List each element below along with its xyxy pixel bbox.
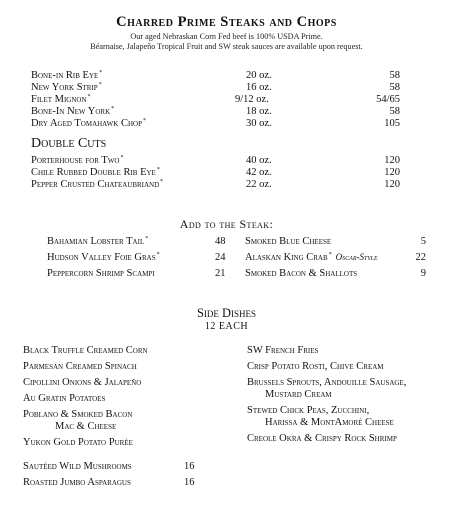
- menu-item-name: [31, 118, 146, 129]
- footnote-mark: *: [111, 106, 115, 112]
- side-dish: Brussels Sprouts, Andouille Sausage,: [247, 377, 407, 388]
- item-label: Hudson Valley Foie Gras: [47, 252, 156, 263]
- addon-price: 5: [420, 236, 426, 247]
- item-label: Smoked Blue Cheese: [245, 236, 332, 247]
- menu-item-name: [31, 70, 102, 81]
- item-label: Smoked Bacon & Shallots: [245, 268, 358, 279]
- steaks-note-1: Our aged Nebraskan Corn Fed beef is 100% USDA Prime.: [130, 32, 323, 41]
- sides-price-note: 12 EACH: [204, 321, 249, 332]
- item-label: Filet Mignon: [31, 94, 87, 105]
- addon-price: 22: [415, 252, 426, 263]
- addon-name: [47, 236, 148, 247]
- side-dish: Poblano & Smoked Bacon: [23, 409, 133, 420]
- side-dish-price: 16: [184, 461, 195, 472]
- side-dish: Stewed Chick Peas, Zucchini,: [247, 405, 370, 416]
- footnote-mark: *: [98, 82, 102, 88]
- item-label: New York Strip: [31, 82, 98, 93]
- menu-item-price: 120: [384, 155, 400, 166]
- addon-name: [245, 252, 378, 263]
- sides-title: Side Dishes: [196, 306, 257, 320]
- item-label: Bahamian Lobster Tail: [47, 236, 145, 247]
- side-dish: Sautéed Wild Mushrooms: [23, 461, 132, 472]
- addon-name: [245, 268, 357, 279]
- menu-item-price: 58: [389, 82, 400, 93]
- menu-item-price: 58: [389, 106, 400, 117]
- addon-style-note: Oscar-Style: [335, 252, 378, 262]
- item-label: Alaskan King Crab: [245, 252, 328, 263]
- steaks-note-2: Béarnaise, Jalapeño Tropical Fruit and SW steak sauces are available upon request.: [90, 42, 363, 51]
- side-dish: Black Truffle Creamed Corn: [23, 345, 148, 356]
- addon-name: [47, 252, 160, 263]
- menu-item-size: 42 oz.: [246, 167, 272, 178]
- side-dish: Yukon Gold Potato Purée: [23, 437, 133, 448]
- menu-item-size: 30 oz.: [246, 118, 272, 129]
- menu-item-price: 120: [384, 167, 400, 178]
- item-label: Bone-in Rib Eye: [31, 70, 99, 81]
- side-dish: SW French Fries: [247, 345, 319, 356]
- footnote-mark: *: [99, 70, 103, 76]
- menu-item-price: 120: [384, 179, 400, 190]
- menu-item-name: [31, 106, 114, 117]
- side-dish: Creole Okra & Crispy Rock Shrimp: [247, 433, 397, 444]
- side-dish-price: 16: [184, 477, 195, 488]
- side-dish: Parmesan Creamed Spinach: [23, 361, 137, 372]
- menu-item-size: 40 oz.: [246, 155, 272, 166]
- side-dish: Roasted Jumbo Asparagus: [23, 477, 131, 488]
- item-label: Bone-In New York: [31, 106, 111, 117]
- item-label: Porterhouse for Two: [31, 155, 120, 166]
- footnote-mark: *: [145, 236, 149, 242]
- side-dish-continuation: Mustard Cream: [265, 389, 332, 400]
- add-to-steak-title: Add to the Steak:: [179, 217, 274, 231]
- footnote-mark: *: [142, 118, 146, 124]
- menu-item-price: 54/65: [376, 94, 400, 105]
- menu-item-name: [31, 155, 123, 166]
- menu-item-name: [31, 167, 160, 178]
- menu-item-size: 9/12 oz.: [235, 94, 269, 105]
- footnote-mark: *: [120, 155, 124, 161]
- menu-item-name: [31, 82, 102, 93]
- menu-item-size: 18 oz.: [246, 106, 272, 117]
- addon-name: [47, 268, 155, 279]
- menu-item-price: 105: [384, 118, 400, 129]
- menu-item-name: [31, 179, 163, 190]
- steaks-title: Charred Prime Steaks and Chops: [116, 14, 337, 30]
- item-label: Dry Aged Tomahawk Chop: [31, 118, 142, 129]
- addon-price: 9: [420, 268, 426, 279]
- menu-item-name: [31, 94, 91, 105]
- menu-item-price: 58: [389, 70, 400, 81]
- addon-price: 48: [215, 236, 226, 247]
- menu-item-size: 20 oz.: [246, 70, 272, 81]
- footnote-mark: *: [160, 179, 164, 185]
- menu-item-size: 22 oz.: [246, 179, 272, 190]
- side-dish: Au Gratin Potatoes: [23, 393, 106, 404]
- footnote-mark: *: [87, 94, 91, 100]
- side-dish-continuation: Mac & Cheese: [55, 421, 117, 432]
- footnote-mark: *: [156, 252, 160, 258]
- addon-name: [245, 236, 331, 247]
- addon-price: 21: [215, 268, 226, 279]
- footnote-mark: *: [328, 252, 332, 258]
- item-label: Pepper Crusted Chateaubriand: [31, 179, 160, 190]
- item-label: Chile Rubbed Double Rib Eye: [31, 167, 156, 178]
- side-dish: Crisp Potato Rosti, Chive Cream: [247, 361, 384, 372]
- footnote-mark: *: [156, 167, 160, 173]
- addon-price: 24: [215, 252, 226, 263]
- side-dish-continuation: Harissa & MontAmoré Cheese: [265, 417, 394, 428]
- side-dish: Cipollini Onions & Jalapeño: [23, 377, 142, 388]
- item-label: Peppercorn Shrimp Scampi: [47, 268, 155, 279]
- menu-item-size: 16 oz.: [246, 82, 272, 93]
- double-cuts-title: Double Cuts: [31, 136, 107, 151]
